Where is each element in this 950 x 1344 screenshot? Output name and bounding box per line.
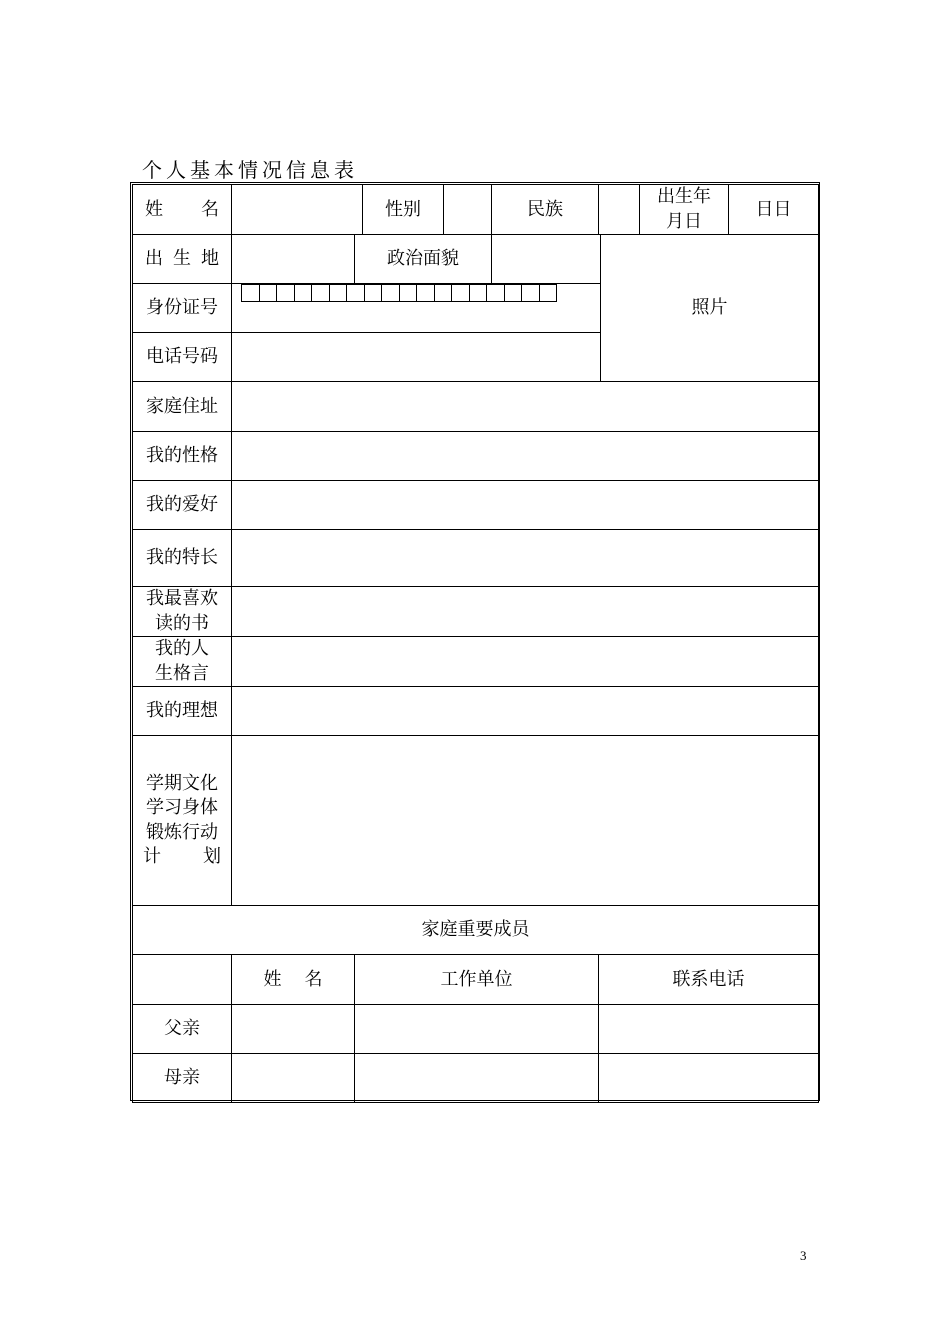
id-digit-box[interactable] xyxy=(381,284,400,302)
id-digit-box[interactable] xyxy=(539,284,558,302)
row-specialty xyxy=(133,530,819,587)
father-label: 父亲 xyxy=(133,1005,232,1054)
political-field[interactable] xyxy=(492,235,601,284)
id-digit-box[interactable] xyxy=(416,284,435,302)
hobby-field[interactable] xyxy=(232,481,819,530)
personality-field[interactable] xyxy=(232,432,819,481)
row-address xyxy=(133,382,819,432)
personality-label: 我的性格 xyxy=(133,432,232,481)
mother-employer-field[interactable] xyxy=(355,1054,599,1103)
plan-line-1: 学期文化 xyxy=(146,772,218,794)
ideal-field[interactable] xyxy=(232,687,819,736)
favorite-book-label xyxy=(133,587,232,637)
mother-label: 母亲 xyxy=(133,1054,232,1103)
id-digit-box[interactable] xyxy=(399,284,418,302)
family-col-name xyxy=(232,955,355,1005)
plan-line-4 xyxy=(133,845,231,869)
name-label xyxy=(133,185,232,235)
family-col-phone: 联系电话 xyxy=(599,955,819,1005)
name-field[interactable] xyxy=(232,185,363,235)
family-heading: 家庭重要成员 xyxy=(133,906,819,955)
row-birthplace xyxy=(133,235,819,284)
hobby-label: 我的爱好 xyxy=(133,481,232,530)
plan-last-char-1: 计 xyxy=(143,846,161,868)
id-digit-box[interactable] xyxy=(241,284,260,302)
id-digit-box[interactable] xyxy=(311,284,330,302)
row-mother xyxy=(133,1054,819,1103)
father-phone-field[interactable] xyxy=(599,1005,819,1054)
birth-date-line-1: 出生年 xyxy=(657,186,711,207)
political-label: 政治面貌 xyxy=(355,235,492,284)
photo-box: 照片 xyxy=(601,235,819,382)
family-corner-cell xyxy=(133,955,232,1005)
plan-field[interactable] xyxy=(232,736,819,906)
ideal-label: 我的理想 xyxy=(133,687,232,736)
birthplace-field[interactable] xyxy=(232,235,355,284)
id-digit-box[interactable] xyxy=(434,284,453,302)
id-digit-box[interactable] xyxy=(294,284,313,302)
favorite-book-line-1: 我最喜欢 xyxy=(146,588,218,609)
plan-line-3: 锻炼行动 xyxy=(146,821,218,843)
birthplace-char-2: 生 xyxy=(173,248,191,269)
row-personality xyxy=(133,432,819,481)
mother-name-field[interactable] xyxy=(232,1054,355,1103)
row-family-heading xyxy=(133,906,819,955)
id-digit-box[interactable] xyxy=(276,284,295,302)
motto-label xyxy=(133,637,232,687)
info-form-table xyxy=(132,184,819,1103)
page-number: 3 xyxy=(800,1248,807,1263)
id-digit-box[interactable] xyxy=(504,284,523,302)
family-col-name-char-2: 名 xyxy=(304,968,323,990)
birthplace-char-1: 出 xyxy=(145,248,163,269)
favorite-book-line-2: 读的书 xyxy=(155,612,209,634)
row-basic xyxy=(133,185,819,235)
birth-date-label xyxy=(640,185,729,235)
specialty-field[interactable] xyxy=(232,530,819,587)
address-field[interactable] xyxy=(232,382,819,432)
id-digit-box[interactable] xyxy=(329,284,348,302)
motto-field[interactable] xyxy=(232,637,819,687)
row-ideal xyxy=(133,687,819,736)
family-col-employer: 工作单位 xyxy=(355,955,599,1005)
plan-line-2: 学习身体 xyxy=(146,797,218,819)
id-digit-box[interactable] xyxy=(486,284,505,302)
id-digit-box[interactable] xyxy=(346,284,365,302)
id-digit-box[interactable] xyxy=(451,284,470,302)
row-favorite-book xyxy=(133,587,819,637)
id-digit-box[interactable] xyxy=(469,284,488,302)
row-motto xyxy=(133,637,819,687)
name-label-char-2: 名 xyxy=(201,198,219,220)
name-label-char-1: 姓 xyxy=(145,198,163,220)
mother-phone-field[interactable] xyxy=(599,1054,819,1103)
motto-line-2: 生格言 xyxy=(155,662,209,684)
phone-label: 电话号码 xyxy=(133,333,232,382)
id-number-field[interactable] xyxy=(232,284,601,333)
address-label: 家庭住址 xyxy=(133,382,232,432)
row-hobby xyxy=(133,481,819,530)
birth-date-value[interactable]: 日日 xyxy=(729,185,819,235)
plan-label xyxy=(133,736,232,906)
father-employer-field[interactable] xyxy=(355,1005,599,1054)
gender-field[interactable] xyxy=(444,185,492,235)
id-digit-boxes[interactable] xyxy=(241,284,600,303)
birthplace-label xyxy=(133,235,232,284)
plan-last-char-2: 划 xyxy=(203,846,221,868)
ethnicity-field[interactable] xyxy=(599,185,640,235)
row-plan xyxy=(133,736,819,906)
family-col-name-char-1: 姓 xyxy=(263,968,282,990)
birth-date-line-2: 月日 xyxy=(666,210,702,232)
specialty-label: 我的特长 xyxy=(133,530,232,587)
ethnicity-label: 民族 xyxy=(492,185,599,235)
birthplace-char-3: 地 xyxy=(201,248,219,269)
motto-line-1: 我的人 xyxy=(155,638,209,659)
form-title: 个人基本情况信息表 xyxy=(142,158,358,182)
id-number-label: 身份证号 xyxy=(133,284,232,333)
favorite-book-field[interactable] xyxy=(232,587,819,637)
id-digit-box[interactable] xyxy=(259,284,278,302)
row-father xyxy=(133,1005,819,1054)
row-family-columns xyxy=(133,955,819,1005)
id-digit-box[interactable] xyxy=(364,284,383,302)
father-name-field[interactable] xyxy=(232,1005,355,1054)
gender-label: 性别 xyxy=(363,185,444,235)
phone-field[interactable] xyxy=(232,333,601,382)
id-digit-box[interactable] xyxy=(521,284,540,302)
